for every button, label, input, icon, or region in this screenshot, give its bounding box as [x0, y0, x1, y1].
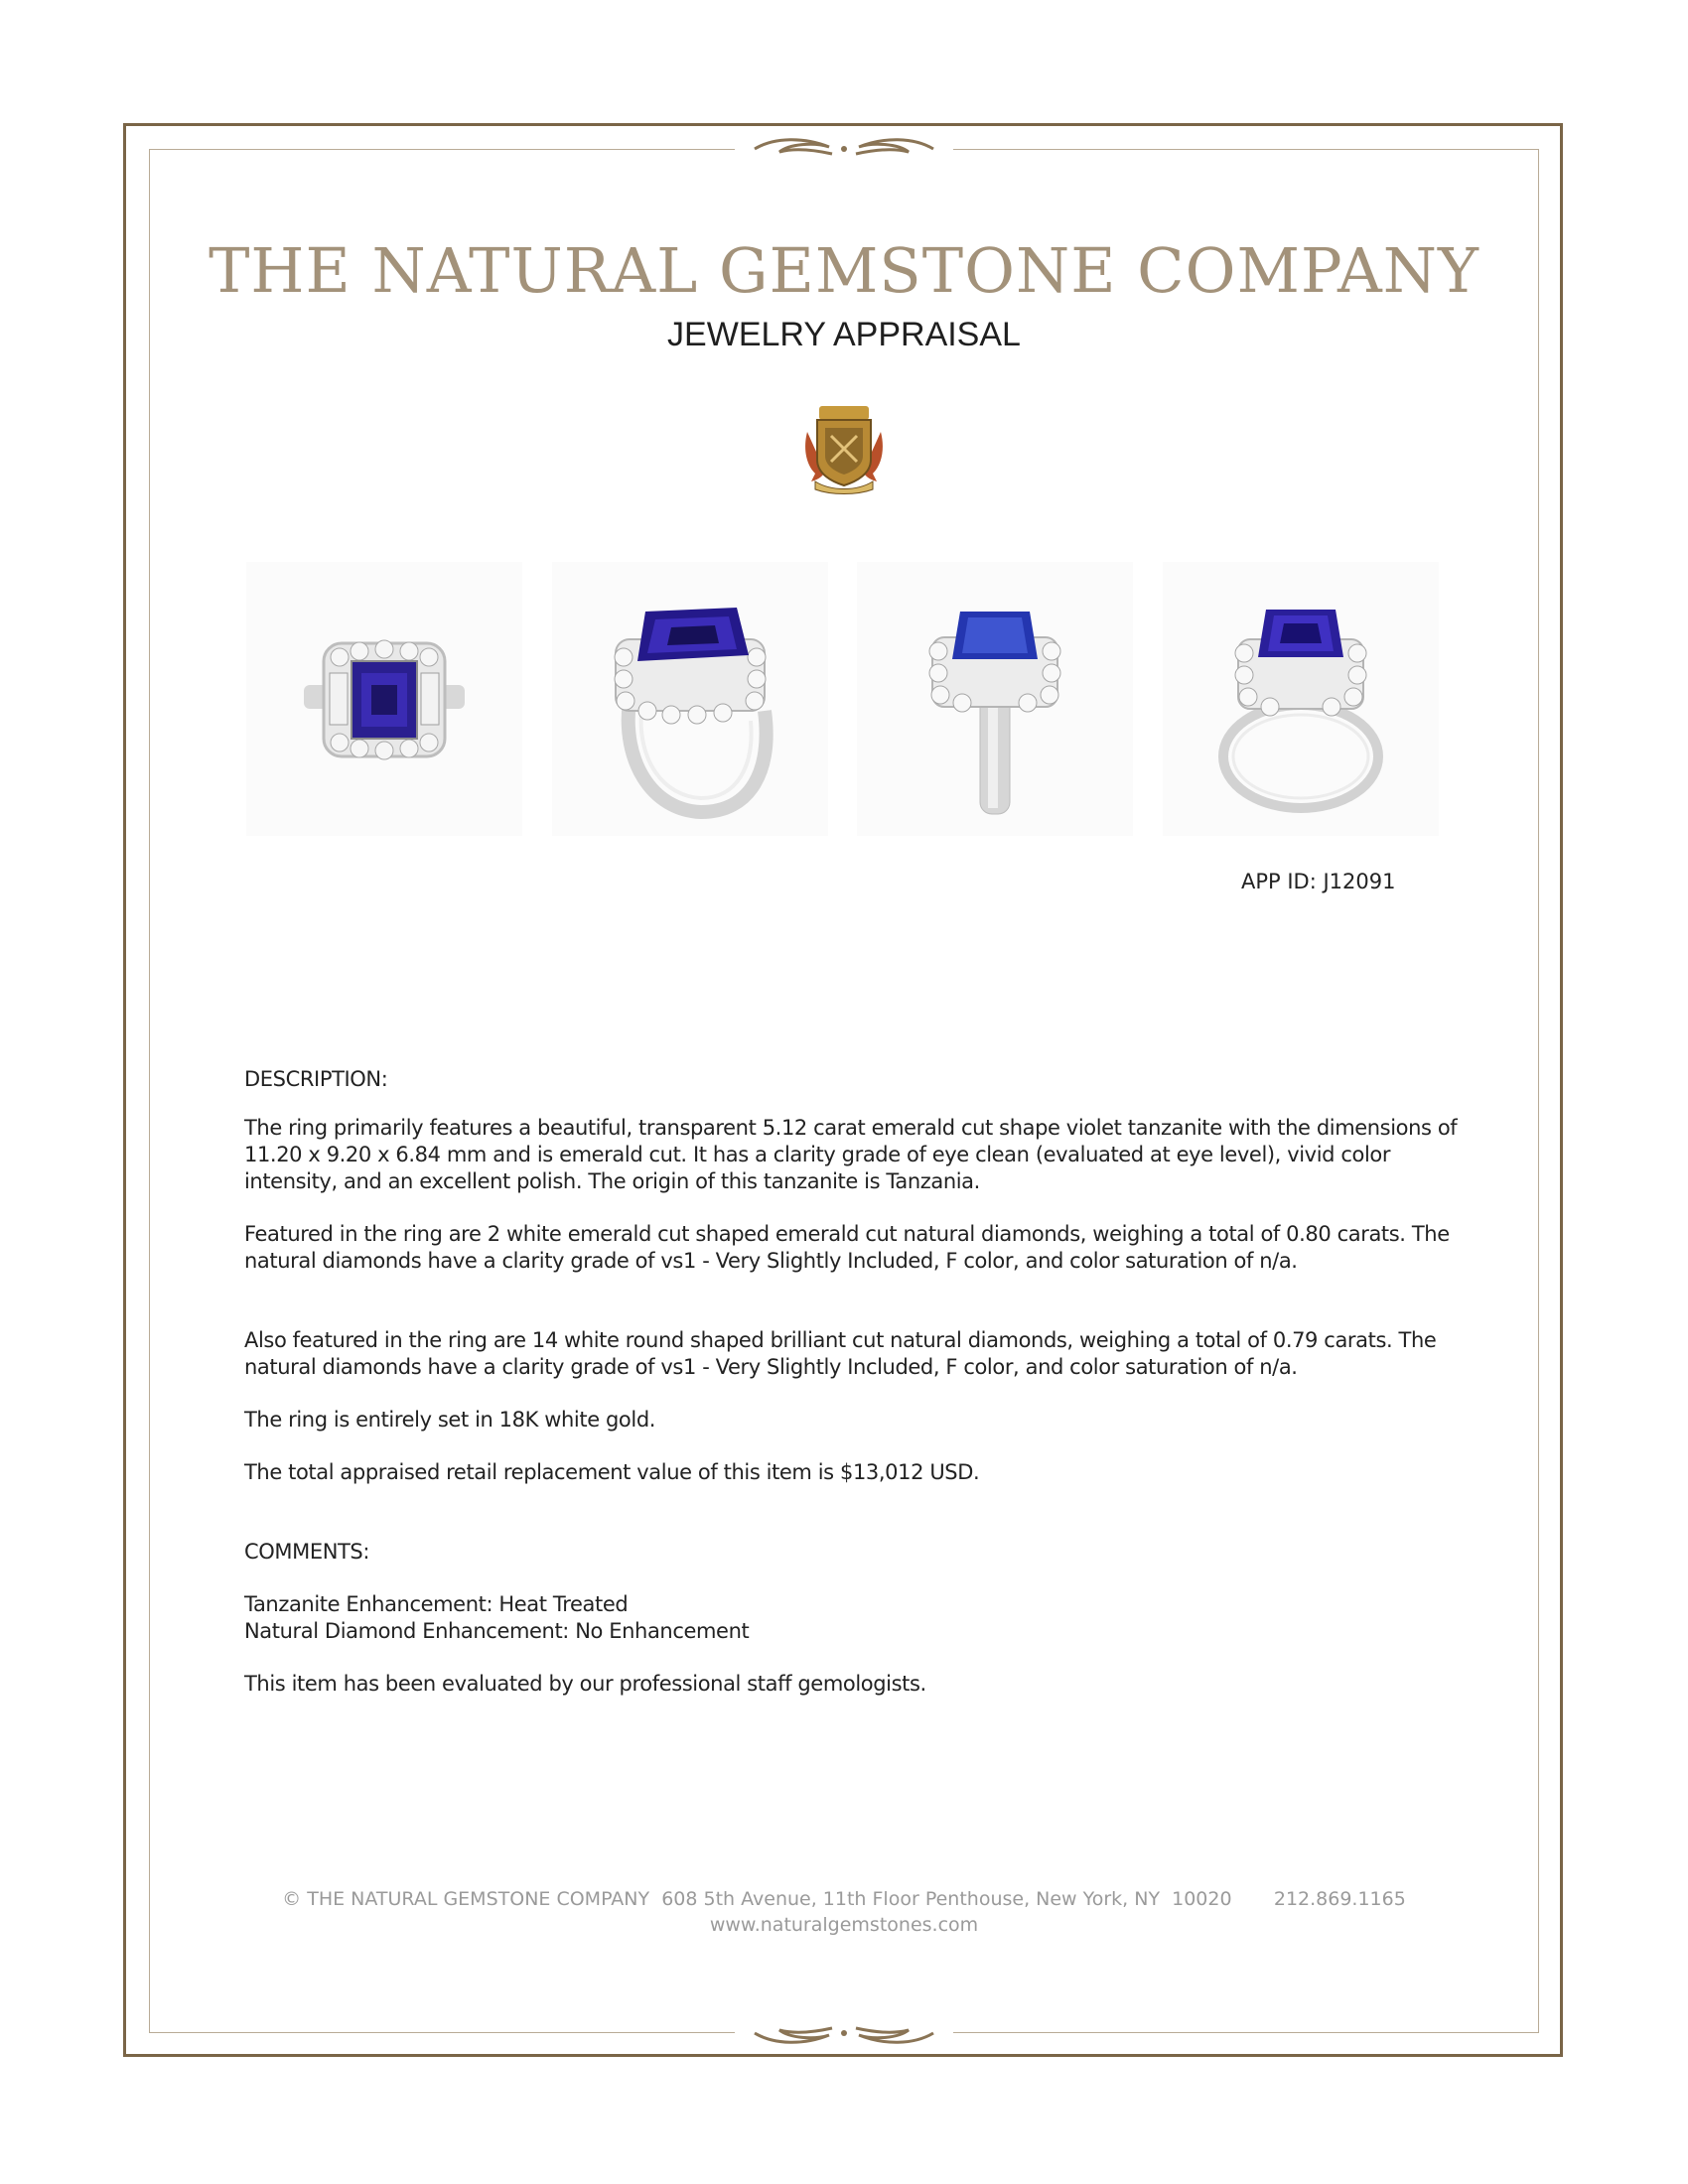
ring-top-view-image: [246, 562, 522, 836]
comment-tanzanite-enhancement: Tanzanite Enhancement: Heat Treated: [244, 1592, 629, 1616]
footer-website: www.naturalgemstones.com: [709, 1914, 979, 1936]
comment-evaluation-note: This item has been evaluated by our professional staff gemologists.: [244, 1672, 926, 1696]
comments-heading: COMMENTS:: [244, 1540, 370, 1564]
footer-address: © THE NATURAL GEMSTONE COMPANY 608 5th Avenue, 11th Floor Penthouse, New York, NY 10020 212.869.1165: [282, 1888, 1406, 1910]
description-paragraph-round-diamonds: Also featured in the ring are 14 white round shaped brilliant cut natural diamonds, weighing a total of 0.79 carats. The natural diamonds have a clarity grade of vs1 - Very Slightly Included, F color, and color saturation of n/a.: [244, 1328, 1437, 1379]
description-heading: DESCRIPTION:: [244, 1067, 388, 1091]
company-crest-logo: [801, 402, 887, 495]
description-paragraph-tanzanite: The ring primarily features a beautiful, transparent 5.12 carat emerald cut shape violet tanzanite with the dimensions of 11.20 x 9.20 x 6.84 mm and is emerald cut. It has a clarity grade of eye clean (evaluated at eye level), vivid color intensity, and an excellent polish. The origin of this tanzanite is Tanzania.: [244, 1116, 1458, 1193]
document-subtitle: JEWELRY APPRAISAL: [667, 316, 1021, 353]
description-paragraph-emerald-diamonds: Featured in the ring are 2 white emerald cut shaped emerald cut natural diamonds, weighing a total of 0.80 carats. The natural diamonds have a clarity grade of vs1 - Very Slightly Included, F color, and color saturation of n/a.: [244, 1222, 1450, 1273]
appraisal-id: APP ID: J12091: [1241, 870, 1396, 893]
comment-diamond-enhancement: Natural Diamond Enhancement: No Enhancement: [244, 1619, 750, 1643]
ring-side-view-image: [857, 562, 1133, 836]
bottom-flourish-icon: [735, 2016, 953, 2050]
top-flourish-icon: [735, 132, 953, 166]
ring-front-view-image: [1163, 562, 1439, 836]
ring-angled-view-image: [552, 562, 828, 836]
description-paragraph-metal: The ring is entirely set in 18K white gold.: [244, 1408, 656, 1432]
description-paragraph-value: The total appraised retail replacement value of this item is $13,012 USD.: [244, 1460, 980, 1484]
company-title: THE NATURAL GEMSTONE COMPANY: [209, 234, 1479, 307]
